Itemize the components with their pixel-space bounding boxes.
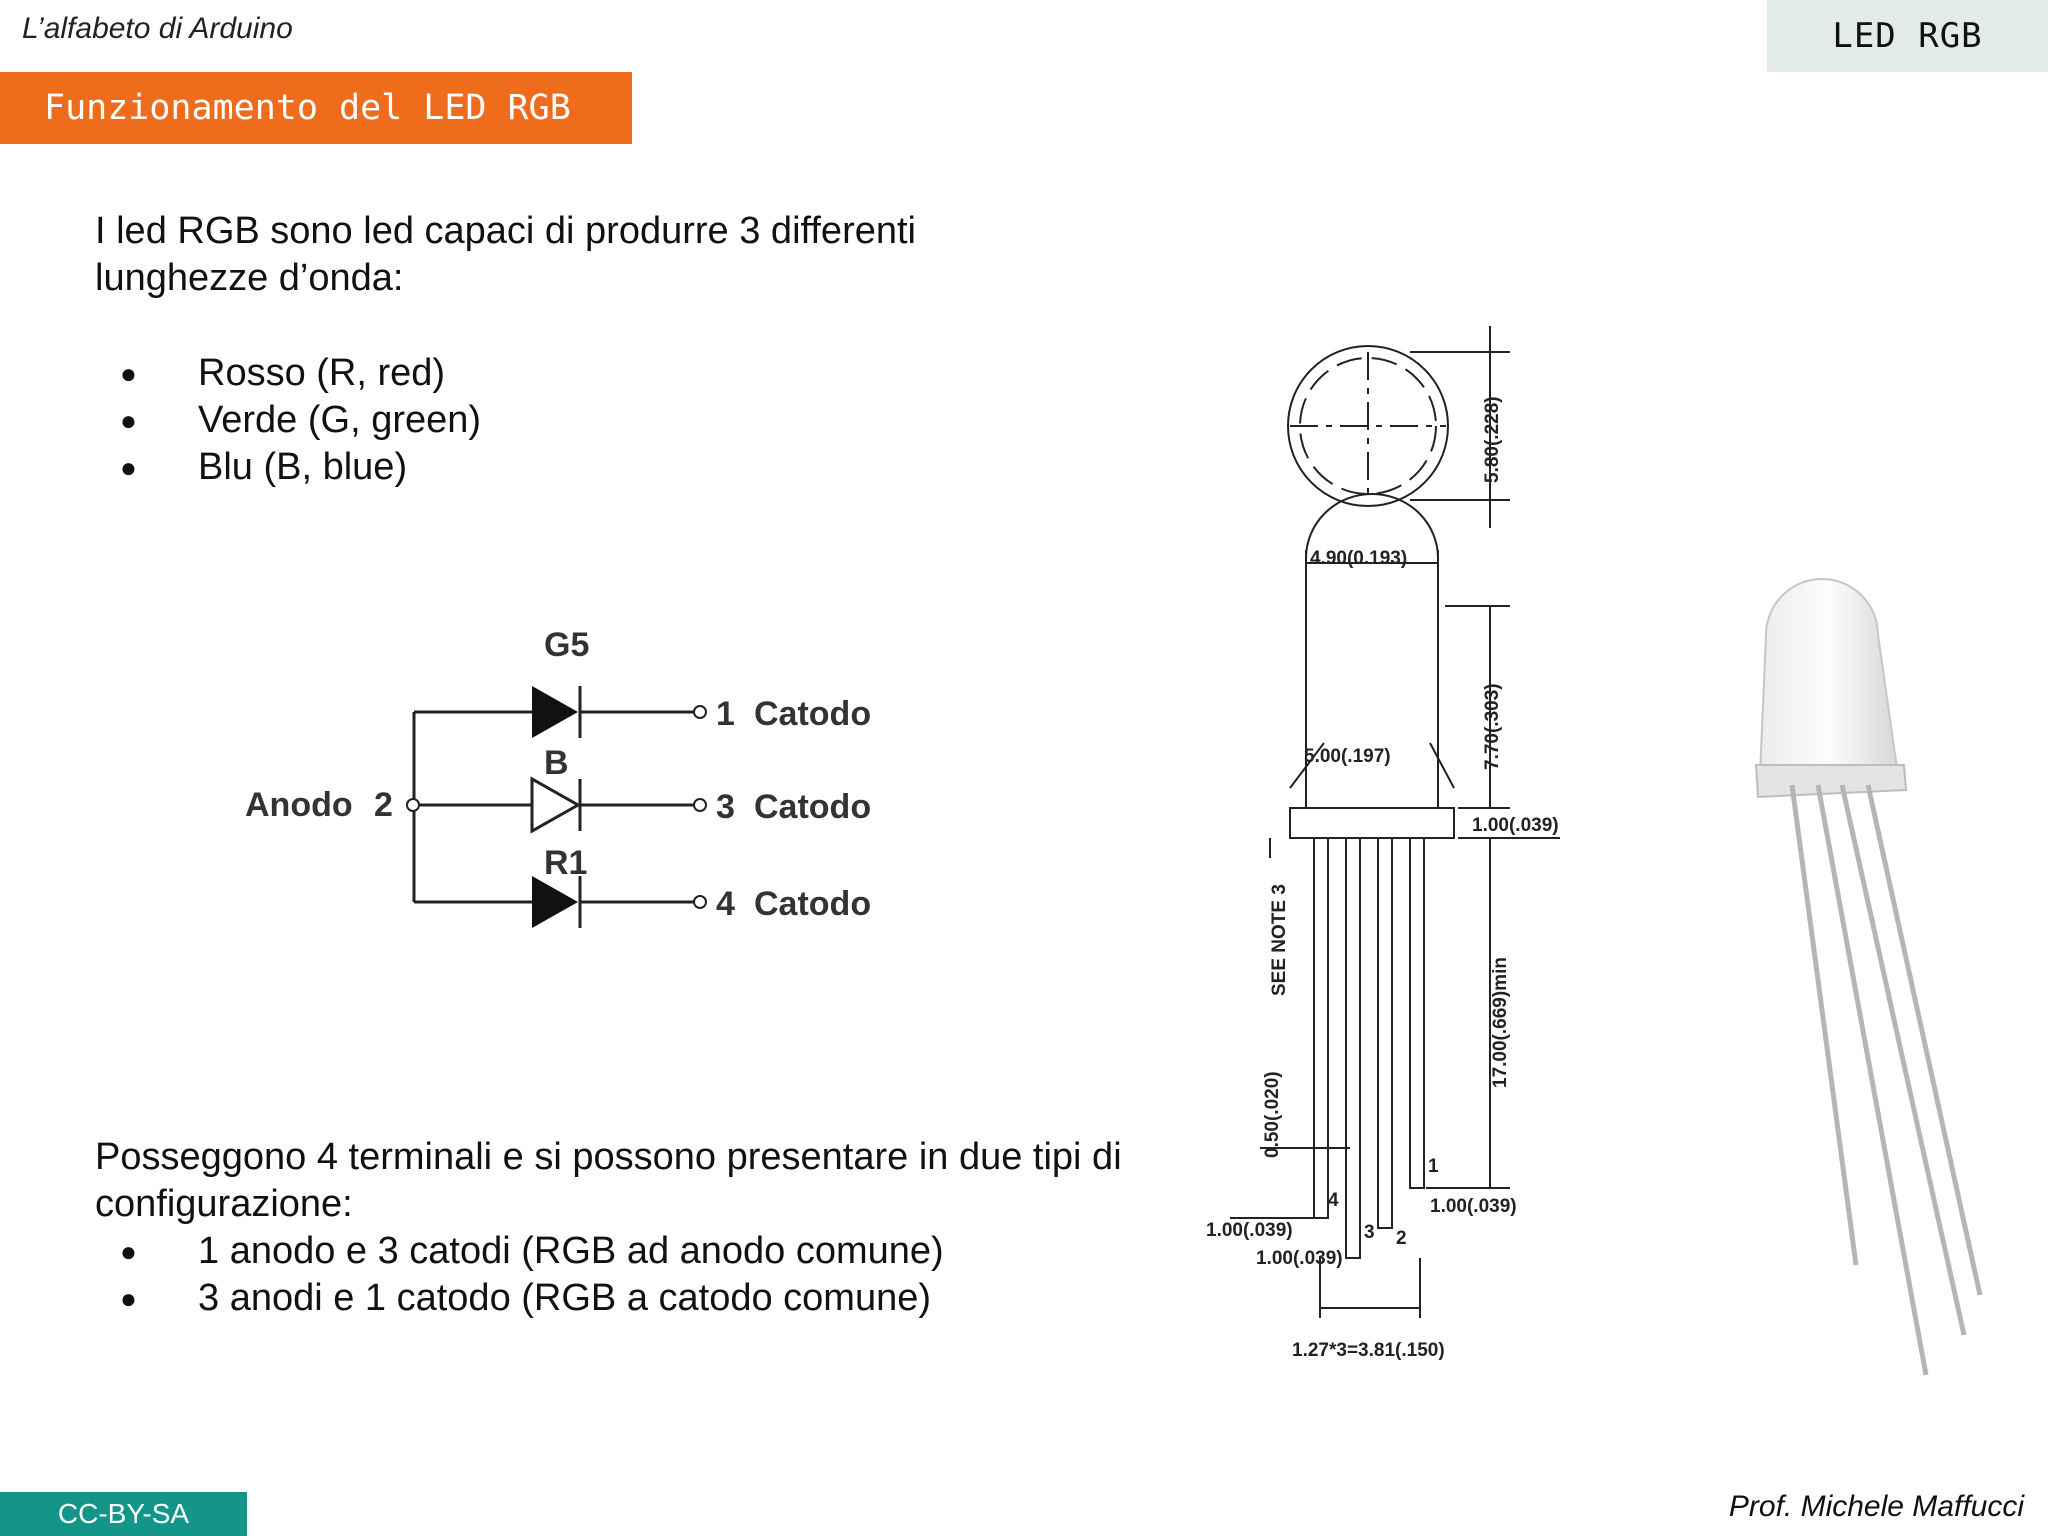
dim-flange-height: 1.00(.039): [1472, 815, 1559, 836]
list-item: ● Rosso (R, red): [120, 350, 481, 397]
led-photo: [1730, 575, 1990, 1395]
led-lens: [1760, 579, 1898, 775]
dim-pitch: 1.27*3=3.81(.150): [1292, 1340, 1445, 1361]
list-item: ● 3 anodi e 1 catodo (RGB a catodo comune): [120, 1275, 944, 1322]
diode-g-symbol: [532, 686, 578, 738]
pin-4-label: 4: [716, 885, 735, 923]
pin-number-1: 1: [1428, 1156, 1439, 1177]
lead-2: [1378, 838, 1392, 1228]
anode-terminal: [407, 799, 419, 811]
anode-label: Anodo: [245, 786, 353, 824]
cathode-3-label: Catodo: [754, 788, 872, 826]
lead-1: [1410, 838, 1424, 1188]
cathode-1-label: Catodo: [754, 695, 872, 733]
config-list: [120, 1228, 944, 1322]
list-item: ● 1 anodo e 3 catodi (RGB ad anodo comune): [120, 1228, 944, 1275]
pin-number-3: 3: [1364, 1222, 1375, 1243]
led-rim: [1756, 765, 1906, 797]
led-flange: [1290, 808, 1454, 838]
dim-top-diameter: 5.80(.228): [1482, 396, 1503, 483]
pin-number-2: 2: [1396, 1228, 1407, 1249]
dimension-drawing: [1190, 318, 1560, 1378]
dim-lead-length: 17.00(.669)min: [1490, 957, 1511, 1088]
lead-3: [1346, 838, 1360, 1258]
intro-text: I led RGB sono led capaci di produrre 3 differenti lunghezze d’onda:: [95, 210, 916, 299]
terminals-text: Posseggono 4 terminali e si possono presentare in due tipi di configurazione:: [95, 1136, 1122, 1225]
dim-flange-width: 5.00(.197): [1304, 746, 1391, 767]
diode-g-label: G5: [544, 626, 590, 664]
list-item: ● Blu (B, blue): [120, 444, 481, 491]
circuit-diagram: [230, 620, 910, 940]
list-item: ● Verde (G, green): [120, 397, 481, 444]
pin-number-4: 4: [1328, 1190, 1339, 1211]
dim-lead-left: 1.00(.039): [1206, 1220, 1293, 1241]
anode-pin: 2: [374, 786, 393, 824]
diode-b-label: B: [544, 744, 569, 782]
led-legs: [1792, 785, 1980, 1375]
color-list: [120, 350, 481, 491]
diode-r-symbol: [532, 876, 578, 928]
author-name: Prof. Michele Maffucci: [1728, 1490, 2024, 1523]
lead-4: [1314, 838, 1328, 1218]
cathode-4-label: Catodo: [754, 885, 872, 923]
license-badge: CC-BY-SA: [0, 1492, 247, 1536]
see-note: SEE NOTE 3: [1269, 884, 1290, 996]
topic-tag: LED RGB: [1767, 0, 2048, 72]
course-title: L’alfabeto di Arduino: [22, 12, 293, 45]
dim-lead-bottom: 1.00(.039): [1256, 1248, 1343, 1269]
dim-lead-right: 1.00(.039): [1430, 1196, 1517, 1217]
pin-1-label: 1: [716, 695, 735, 733]
diode-r-label: R1: [544, 844, 588, 882]
dim-lead-width: 0.50(.020): [1262, 1071, 1283, 1158]
diode-b-symbol: [532, 779, 578, 831]
section-banner: Funzionamento del LED RGB: [0, 72, 632, 144]
pin-3-label: 3: [716, 788, 735, 826]
dim-body-height: 7.70(.303): [1482, 683, 1503, 770]
dim-body-width: 4.90(0.193): [1310, 548, 1408, 569]
